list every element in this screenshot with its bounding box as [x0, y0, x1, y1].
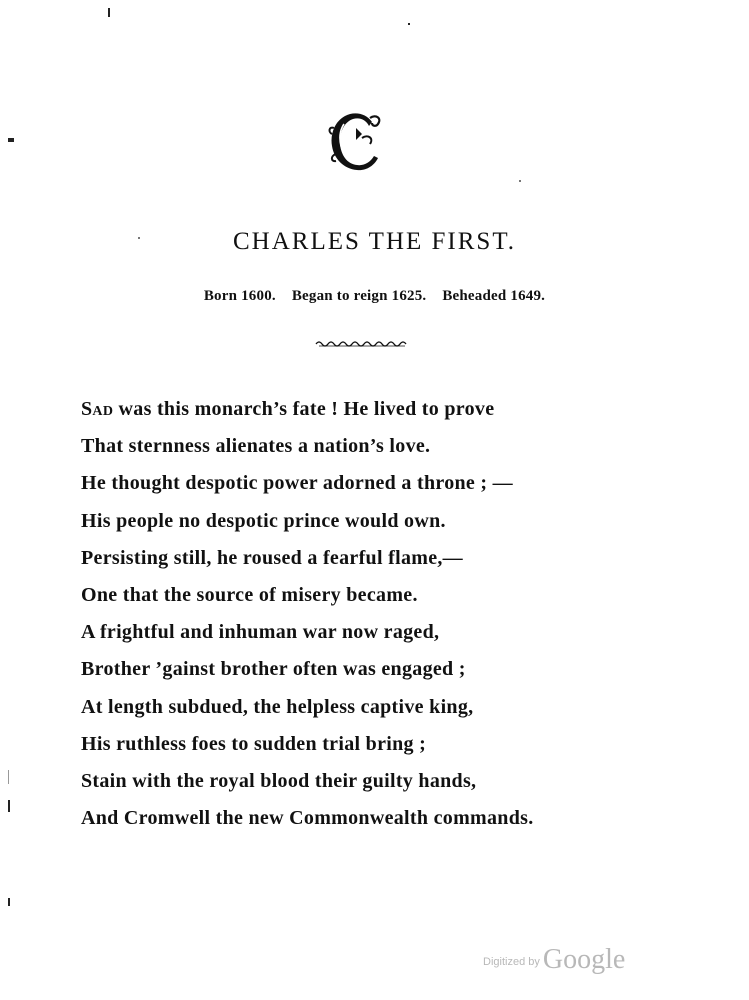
- wavy-rule-ornament: [315, 338, 409, 348]
- scan-speck: [8, 770, 9, 784]
- scan-speck: [408, 23, 410, 25]
- poem-line: And Cromwell the new Commonwealth commands.: [81, 807, 534, 830]
- watermark-prefix: Digitized by: [483, 956, 540, 968]
- poem-line: Persisting still, he roused a fearful flame,—: [81, 546, 463, 569]
- reign-date: Began to reign 1625.: [291, 288, 427, 304]
- decorative-initial-c: [326, 108, 384, 174]
- scan-speck: [8, 800, 10, 812]
- scan-speck: [8, 138, 14, 142]
- poem-line: His ruthless foes to sudden trial bring ;: [81, 732, 427, 755]
- digitized-by-google-watermark: [483, 944, 625, 976]
- scan-speck: [108, 8, 110, 17]
- poem-line: A frightful and inhuman war now raged,: [81, 621, 440, 644]
- born-date: Born 1600.: [203, 288, 276, 304]
- dates-line: [0, 288, 749, 305]
- poem-first-word: Sad: [81, 398, 114, 420]
- poem-line: At length subdued, the helpless captive king,: [81, 695, 474, 718]
- poem-line: His people no despotic prince would own.: [81, 509, 446, 532]
- poem-line: Brother ’gainst brother often was engaged ;: [81, 658, 466, 681]
- poem-line: Stain with the royal blood their guilty hands,: [81, 770, 477, 793]
- poem-line: That sternness alienates a nation’s love.: [81, 435, 431, 458]
- poem-line-text: was this monarch’s fate ! He lived to prove: [113, 398, 495, 420]
- poem-line: One that the source of misery became.: [81, 584, 418, 607]
- scan-speck: [138, 237, 140, 239]
- scan-speck: [519, 180, 521, 182]
- beheaded-date: Beheaded 1649.: [442, 288, 546, 304]
- scan-speck: [8, 898, 10, 906]
- poem-line: [81, 391, 641, 428]
- poem-title: CHARLES THE FIRST.: [232, 228, 517, 255]
- poem-line: He thought despotic power adorned a throne ; —: [81, 472, 513, 495]
- poem-body: [81, 391, 641, 837]
- watermark-brand: Google: [542, 944, 626, 975]
